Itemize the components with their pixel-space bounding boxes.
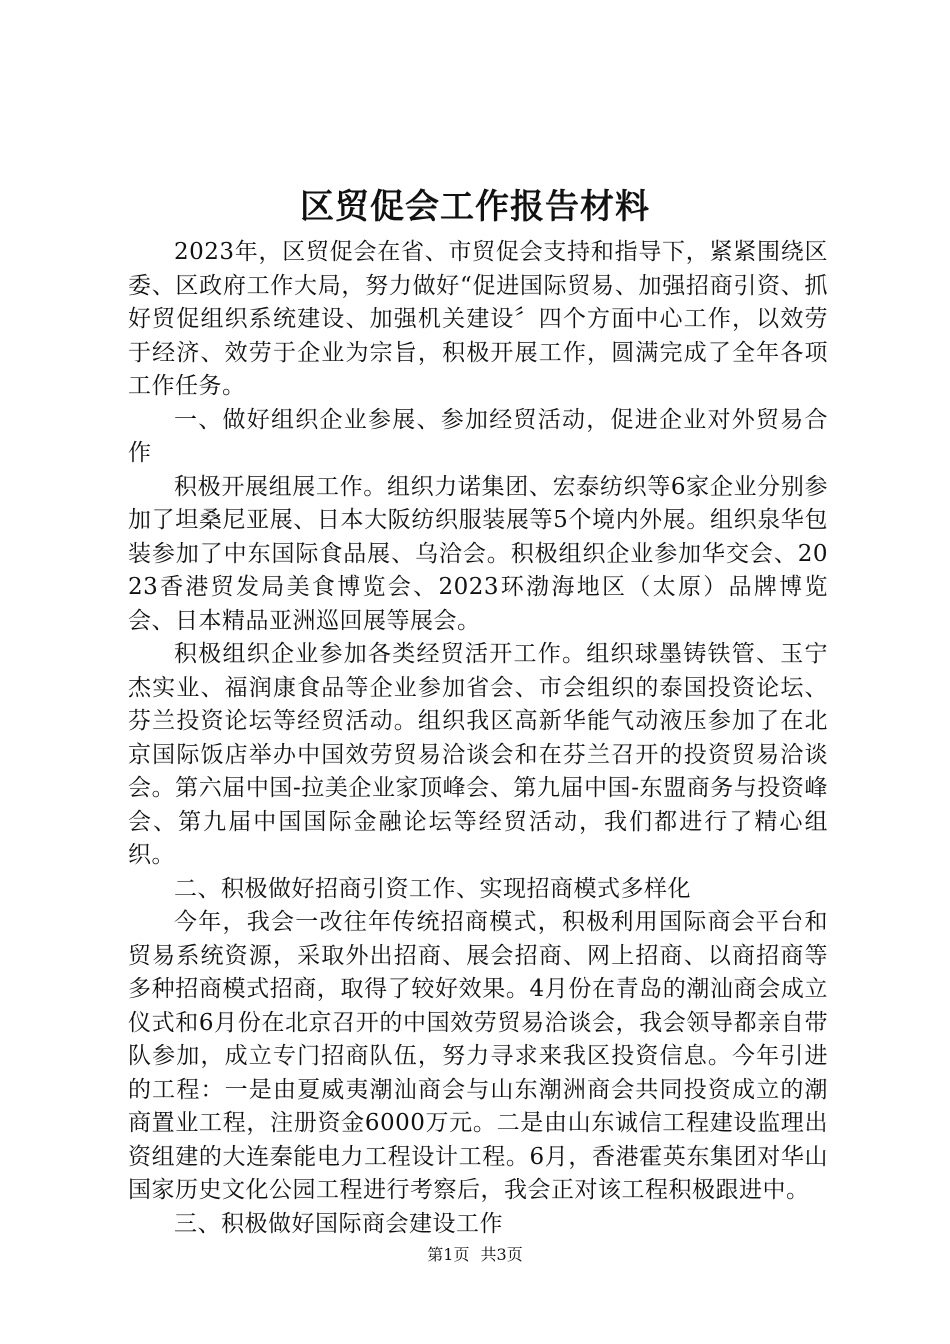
- section-heading-2: 二、积极做好招商引资工作、实现招商模式多样化: [174, 875, 691, 902]
- paragraph-investment: 今年，我会一改往年传统招商模式，积极利用国际商会平台和贸易系统资源，采取外出招商、展会招商、网上招商、以商招商等多种招商模式招商，取得了较好效果。4月份在青岛的潮汕商会成立仪式和6月份在北京召开的中国效劳贸易洽谈会，我会领导都亲自带队参加，成立专门招商队伍，努力寻求来我区投资信息。今年引进的工程：一是由夏威夷潮汕商会与山东潮洲商会共同投资成立的潮商置业工程，注册资金6000万元。二是由山东诚信工程建设监理出资组建的大连秦能电力工程设计工程。6月，香港霍英东集团对华山国家历史文化公园工程进行考察后，我会正对该工程积极跟进中。: [128, 909, 828, 1203]
- section-heading-3: 三、积极做好国际商会建设工作: [174, 1210, 503, 1237]
- paragraph-intro: 2023年，区贸促会在省、市贸促会支持和指导下，紧紧围绕区委、区政府工作大局，努力做好“促进国际贸易、加强招商引资、抓好贸促组织系统建设、加强机关建设〞四个方面中心工作，以效劳于经济、效劳于企业为宗旨，积极开展工作，圆满完成了全年各项工作任务。: [128, 239, 828, 399]
- paragraph-exhibitions: 积极开展组展工作。组织力诺集团、宏泰纺织等6家企业分别参加了坦桑尼亚展、日本大阪纺织服装展等5个境内外展。组织泉华包装参加了中东国际食品展、乌洽会。积极组织企业参加华交会、2023香港贸发局美食博览会、2023环渤海地区（太原）品牌博览会、日本精品亚洲巡回展等展会。: [128, 473, 828, 634]
- paragraph-trade-activities: 积极组织企业参加各类经贸活开工作。组织球墨铸铁管、玉宁杰实业、福润康食品等企业参加省会、市会组织的泰国投资论坛、芬兰投资论坛等经贸活动。组织我区高新华能气动液压参加了在北京国际饭店举办中国效劳贸易洽谈会和在芬兰召开的投资贸易洽谈会。第六届中国-拉美企业家顶峰会、第九届中国-东盟商务与投资峰会、第九届中国国际金融论坛等经贸活动，我们都进行了精心组织。: [128, 641, 828, 868]
- section-heading-1: 一、做好组织企业参展、参加经贸活动，促进企业对外贸易合作: [128, 406, 828, 466]
- page-number: 第1页: [427, 1245, 470, 1264]
- page-footer: [0, 1244, 950, 1266]
- document-title: 区贸促会工作报告材料: [300, 187, 650, 227]
- document-body: [128, 236, 828, 1241]
- page-total: 共3页: [480, 1245, 523, 1264]
